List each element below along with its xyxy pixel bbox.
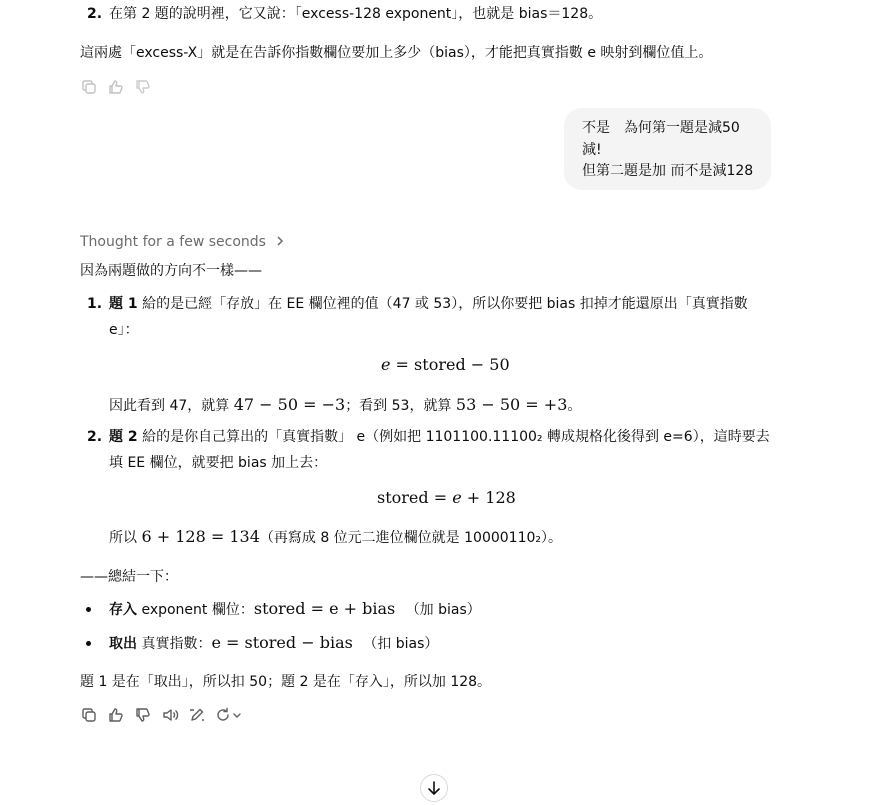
math-expr: stored = bbox=[377, 488, 453, 507]
inline-math: stored = e + bias bbox=[253, 599, 396, 618]
user-message-line: 不是 為何第一題是減50 bbox=[582, 120, 740, 136]
bullet-dot bbox=[86, 607, 91, 612]
calc-text: ；看到 53，就算 bbox=[345, 398, 456, 414]
conclusion: 題 1 是在「取出」，所以扣 50；題 2 是在「存入」，所以加 128。 bbox=[80, 674, 492, 690]
bullet-note: （加 bias） bbox=[405, 602, 481, 618]
paragraph: 這兩處「excess-X」就是在告訴你指數欄位要加上多少（bias），才能把真實指數 e 映射到欄位值上。 bbox=[80, 45, 713, 61]
calc-line bbox=[109, 527, 562, 548]
bullet-label: 存入 bbox=[109, 602, 137, 618]
bullet-dot bbox=[86, 641, 91, 646]
arrow-down-icon bbox=[421, 775, 447, 801]
thumbs-down-icon[interactable] bbox=[134, 78, 152, 96]
list-item-text: 填 EE 欄位，就要把 bias 加上去： bbox=[109, 455, 328, 471]
list-item-text: e」： bbox=[109, 322, 139, 338]
answer-intro: 因為兩題做的方向不一樣—— bbox=[80, 263, 262, 279]
item-text: 給的是你自己算出的「真實指數」 e（例如把 1101100.11100₂ 轉成規格化後得到 e=6），這時要去 bbox=[137, 429, 770, 445]
bullet-text: exponent 欄位： bbox=[137, 602, 254, 618]
formula bbox=[381, 355, 510, 375]
user-message-line: 但第二題是加 而不是減128 bbox=[582, 163, 754, 179]
bullet-item bbox=[109, 633, 438, 654]
list-number: 2. bbox=[87, 429, 103, 445]
list-number: 2. bbox=[87, 6, 103, 22]
chevron-right-icon bbox=[276, 232, 284, 252]
inline-math: 6 + 128 = 134 bbox=[141, 527, 260, 546]
inline-math: e = stored − bias bbox=[211, 633, 353, 652]
item-label: 題 2 bbox=[109, 429, 138, 445]
user-message-line: 減! bbox=[582, 142, 602, 158]
copy-icon[interactable] bbox=[80, 78, 98, 96]
scroll-to-bottom-button[interactable] bbox=[420, 774, 448, 802]
bullet-text: 真實指數： bbox=[137, 636, 212, 652]
thumbs-down-icon[interactable] bbox=[134, 706, 152, 724]
math-var: e bbox=[452, 488, 462, 507]
calc-text: 因此看到 47，就算 bbox=[109, 398, 234, 414]
list-number: 1. bbox=[87, 296, 103, 312]
list-item-text: 在第 2 題的說明裡，它又說：「excess-128 exponent」，也就是 bias＝128。 bbox=[109, 6, 603, 22]
thumbs-up-icon[interactable] bbox=[107, 78, 125, 96]
calc-text: （再寫成 8 位元二進位欄位就是 10000110₂）。 bbox=[259, 530, 563, 546]
thought-label: Thought for a few seconds bbox=[80, 234, 266, 250]
item-label: 題 1 bbox=[109, 296, 138, 312]
list-item-text bbox=[109, 294, 748, 314]
inline-math: 47 − 50 = −3 bbox=[233, 395, 346, 414]
calc-text: 。 bbox=[567, 398, 582, 414]
copy-icon[interactable] bbox=[80, 706, 98, 724]
summary-intro: ——總結一下： bbox=[80, 569, 178, 585]
read-aloud-icon[interactable] bbox=[161, 706, 179, 724]
edit-in-canvas-icon[interactable] bbox=[188, 706, 206, 724]
user-message-bubble bbox=[564, 108, 771, 190]
thought-toggle[interactable] bbox=[80, 232, 284, 252]
calc-line bbox=[109, 395, 581, 416]
bullet-label: 取出 bbox=[109, 636, 137, 652]
item-text: 給的是已經「存放」在 EE 欄位裡的值（47 或 53），所以你要把 bias 扣掉才能還原出「真實指數 bbox=[137, 296, 748, 312]
bullet-note: （扣 bias） bbox=[363, 636, 439, 652]
math-expr: = stored − 50 bbox=[390, 355, 510, 374]
calc-text: 所以 bbox=[109, 530, 142, 546]
formula bbox=[377, 488, 516, 508]
thumbs-up-icon[interactable] bbox=[107, 706, 125, 724]
math-expr: + 128 bbox=[461, 488, 516, 507]
list-item-text bbox=[109, 427, 770, 447]
bullet-item bbox=[109, 599, 481, 620]
inline-math: 53 − 50 = +3 bbox=[455, 395, 568, 414]
regenerate-button[interactable] bbox=[214, 706, 244, 724]
math-var: e bbox=[381, 355, 391, 374]
